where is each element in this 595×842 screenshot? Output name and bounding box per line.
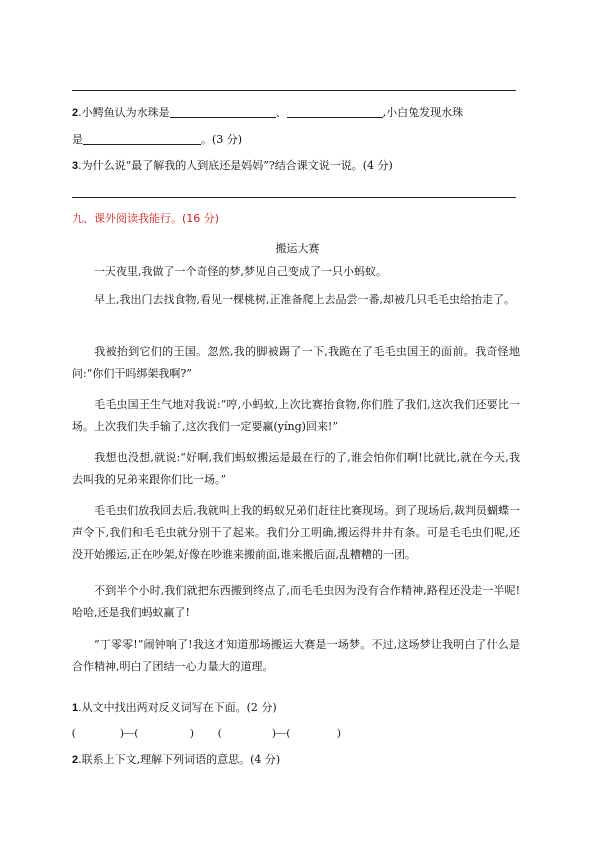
question-3 xyxy=(72,158,393,174)
question-2-cont xyxy=(72,132,242,148)
question-text: .为什么说“最了解我的人到底还是妈妈”?结合课文说一说。(4 分) xyxy=(78,159,393,172)
question-text: ,小白兔发现水珠 xyxy=(382,106,464,119)
question-text: 是 xyxy=(72,133,83,146)
question-number: 2 xyxy=(72,754,79,766)
question-number: 1 xyxy=(72,702,79,714)
question-9-2 xyxy=(72,752,280,768)
story-paragraph: 我想也没想,就说:“好啊,我们蚂蚁搬运是最在行的了,谁会怕你们啊!比就比,就在今天,我去叫我的兄弟来跟你们比一场。” xyxy=(72,451,520,486)
score-text: 。(3 分) xyxy=(201,133,243,146)
paren-close: ) xyxy=(190,727,194,739)
paren-close: ) xyxy=(337,727,341,739)
story-paragraph: “丁零零!”闹钟响了!我这才知道那场搬运大赛是一场梦。不过,这场梦让我明白了什么是合作精神,明白了团结一心力量大的道理。 xyxy=(72,638,520,673)
paren-open: ( xyxy=(72,727,76,739)
story-paragraph: 一天夜里,我做了一个奇怪的梦,梦见自己变成了一只小蚂蚁。 xyxy=(94,265,387,278)
story-paragraph: 我被抬到它们的王国。忽然,我的脚被踢了一下,我跪在了毛毛虫国王的面前。我奇怪地问:“你们干吗绑架我啊?” xyxy=(72,345,520,380)
question-number: 2 xyxy=(72,107,79,119)
answer-blank[interactable] xyxy=(83,132,201,145)
story-paragraph: 不到半个小时,我们就把东西搬到终点了,而毛毛虫因为没有合作精神,路程还没走一半呢!哈哈,还是我们蚂蚁赢了! xyxy=(72,584,520,619)
question-text: .联系上下文,理解下列词语的意思。(4 分) xyxy=(78,753,281,766)
question-text: .从文中找出两对反义词写在下面。(2 分) xyxy=(78,701,277,714)
question-text: .小鳄鱼认为水珠是 xyxy=(78,106,170,119)
answer-blank[interactable] xyxy=(170,105,276,118)
paren-open: ( xyxy=(218,727,222,739)
paren-dash: )—( xyxy=(120,727,139,739)
answer-blank[interactable] xyxy=(287,105,383,118)
question-number: 3 xyxy=(72,160,79,172)
separator: 、 xyxy=(275,106,287,119)
paren-dash: )—( xyxy=(272,727,291,739)
answer-line xyxy=(72,90,516,91)
question-9-1 xyxy=(72,700,277,716)
question-2 xyxy=(72,105,463,121)
story-paragraph: 毛毛虫国王生气地对我说:“哼,小蚂蚁,上次比赛抬食物,你们胜了我们,这次我们还要比一场。上次我们失手输了,这次我们一定要赢(yíng)回来!” xyxy=(72,398,520,433)
story-paragraph: 早上,我出门去找食物,看见一棵桃树,正准备爬上去品尝一番,却被几只毛毛虫给抬走了。 xyxy=(94,293,515,306)
section-heading: 九、课外阅读我能行。(16 分) xyxy=(72,212,220,225)
story-title: 搬运大赛 xyxy=(275,242,320,255)
story-paragraph: 毛毛虫们放我回去后,我就叫上我的蚂蚁兄弟们赶往比赛现场。到了现场后,裁判员蝴蝶一声令下,我们和毛毛虫就分别干了起来。我们分工明确,搬运得井井有条。可是毛毛虫们呢,还没开始搬运,正在吵架,好像在吵谁来搬前面,谁来搬后面,乱糟糟的一团。 xyxy=(72,504,520,561)
answer-line xyxy=(72,197,516,198)
